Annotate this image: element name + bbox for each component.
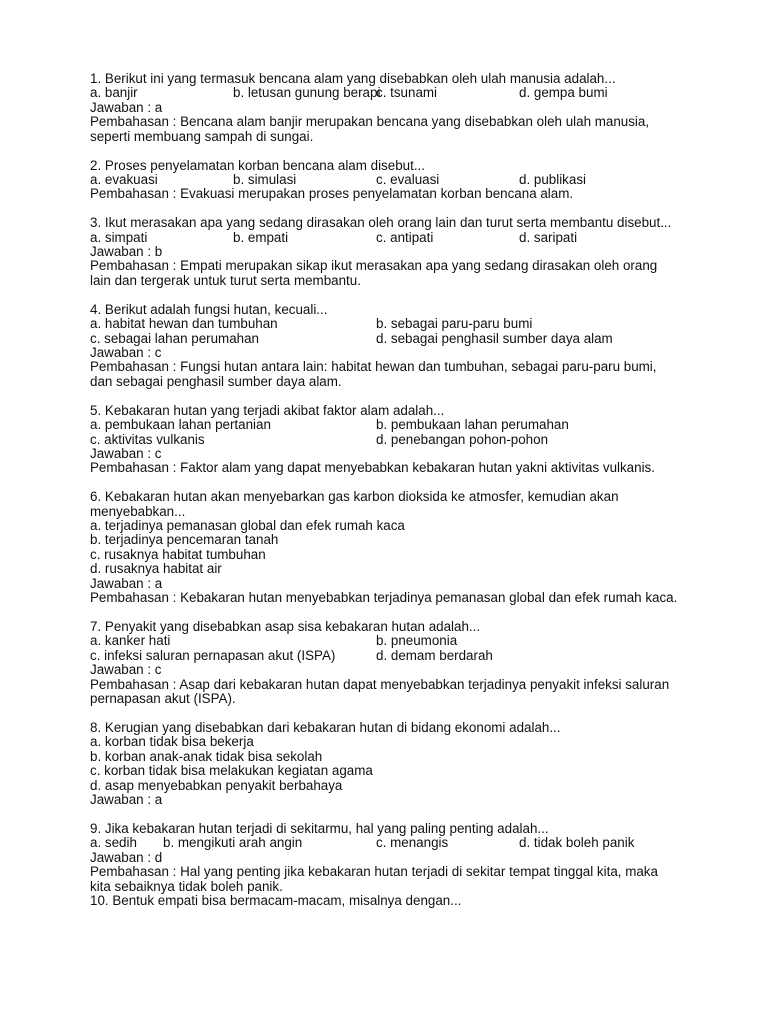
option-c: c. korban tidak bisa melakukan kegiatan agama xyxy=(90,763,373,779)
answer: Jawaban : c xyxy=(90,445,162,461)
options-row xyxy=(90,836,680,850)
option-c: c. infeksi saluran pernapasan akut (ISPA) xyxy=(90,647,336,663)
option-a: a. terjadinya pemanasan global dan efek rumah kaca xyxy=(90,518,405,534)
question-text: 4. Berikut adalah fungsi hutan, kecuali... xyxy=(90,301,328,317)
option-c: c. aktivitas vulkanis xyxy=(90,431,205,447)
option-a: a. sedih xyxy=(90,835,137,851)
answer: Jawaban : d xyxy=(90,849,163,865)
options-row xyxy=(90,173,680,187)
question-text: 7. Penyakit yang disebabkan asap sisa kebakaran hutan adalah... xyxy=(90,619,481,634)
options-row xyxy=(90,418,680,432)
question-10 xyxy=(90,894,680,908)
option-c: c. sebagai lahan perumahan xyxy=(90,330,259,346)
options-row xyxy=(90,634,680,648)
question-text: 10. Bentuk empati bisa bermacam-macam, misalnya dengan... xyxy=(90,892,462,908)
question-text: 5. Kebakaran hutan yang terjadi akibat faktor alam adalah... xyxy=(90,402,445,418)
option-b: b. sebagai paru-paru bumi xyxy=(376,316,533,332)
question-5 xyxy=(90,404,680,476)
question-text: 3. Ikut merasakan apa yang sedang dirasakan oleh orang lain dan turut serta membantu disebut... xyxy=(90,215,672,231)
explanation: Pembahasan : Empati merupakan sikap ikut merasakan apa yang sedang dirasakan oleh orang lain dan tergerak untuk turut serta membantu. xyxy=(90,258,658,288)
explanation: Pembahasan : Hal yang penting jika kebakaran hutan terjadi di sekitar tempat tinggal kita, maka kita sebaiknya tidak boleh panik. xyxy=(90,864,658,894)
option-c: c. antipati xyxy=(376,229,434,245)
option-c: c. tsunami xyxy=(376,85,438,101)
explanation: Pembahasan : Bencana alam banjir merupakan bencana yang disebabkan oleh ulah manusia, seperti membuang sampah di sungai. xyxy=(90,114,650,144)
quiz-content xyxy=(90,72,680,923)
question-8 xyxy=(90,721,680,807)
option-b: b. mengikuti arah angin xyxy=(163,835,303,851)
option-b: b. pembukaan lahan perumahan xyxy=(376,417,569,433)
options-row xyxy=(90,433,680,447)
question-text: 1. Berikut ini yang termasuk bencana alam yang disebabkan oleh ulah manusia adalah... xyxy=(90,71,616,86)
question-text: 6. Kebakaran hutan akan menyebarkan gas karbon dioksida ke atmosfer, kemudian akan menyebabkan... xyxy=(90,489,619,519)
question-1 xyxy=(90,72,680,144)
question-text: 2. Proses penyelamatan korban bencana alam disebut... xyxy=(90,157,425,173)
question-2 xyxy=(90,159,680,202)
option-a: a. kanker hati xyxy=(90,633,171,649)
answer: Jawaban : c xyxy=(90,662,162,678)
explanation: Pembahasan : Faktor alam yang dapat menyebabkan kebakaran hutan yakni aktivitas vulkanis. xyxy=(90,460,655,476)
question-3 xyxy=(90,216,680,288)
option-b: b. empati xyxy=(233,229,289,245)
answer: Jawaban : a xyxy=(90,791,163,807)
option-a: a. banjir xyxy=(90,85,138,101)
option-b: b. korban anak-anak tidak bisa sekolah xyxy=(90,748,323,764)
option-a: a. pembukaan lahan pertanian xyxy=(90,417,271,433)
explanation: Pembahasan : Fungsi hutan antara lain: habitat hewan dan tumbuhan, sebagai paru-paru bumi, dan sebagai penghasil sumber daya alam. xyxy=(90,359,657,389)
option-a: a. habitat hewan dan tumbuhan xyxy=(90,316,278,332)
option-c: c. menangis xyxy=(376,835,449,851)
explanation: Pembahasan : Asap dari kebakaran hutan dapat menyebabkan terjadinya penyakit infeksi saluran pernapasan akut (ISPA). xyxy=(90,676,670,707)
option-d: d. penebangan pohon-pohon xyxy=(376,431,549,447)
option-c: c. rusaknya habitat tumbuhan xyxy=(90,546,266,562)
options-row xyxy=(90,317,680,331)
option-d: d. publikasi xyxy=(519,171,586,187)
options-row xyxy=(90,231,680,245)
options-row xyxy=(90,649,680,663)
options-row xyxy=(90,332,680,346)
option-b: b. simulasi xyxy=(233,171,297,187)
option-b: b. letusan gunung berapi xyxy=(233,85,381,101)
question-7 xyxy=(90,620,680,706)
explanation: Pembahasan : Kebakaran hutan menyebabkan terjadinya pemanasan global dan efek rumah kaca. xyxy=(90,590,678,606)
option-d: d. tidak boleh panik xyxy=(519,835,635,851)
option-d: d. saripati xyxy=(519,229,578,245)
question-4 xyxy=(90,303,680,389)
option-d: d. asap menyebabkan penyakit berbahaya xyxy=(90,777,343,793)
options-row xyxy=(90,86,680,100)
option-b: b. terjadinya pencemaran tanah xyxy=(90,532,279,548)
answer: Jawaban : b xyxy=(90,244,163,260)
answer: Jawaban : a xyxy=(90,575,163,591)
option-a: a. simpati xyxy=(90,229,148,245)
question-text: 9. Jika kebakaran hutan terjadi di sekitarmu, hal yang paling penting adalah... xyxy=(90,820,549,836)
option-d: d. gempa bumi xyxy=(519,85,608,101)
option-d: d. demam berdarah xyxy=(376,647,493,663)
option-a: a. korban tidak bisa bekerja xyxy=(90,734,254,750)
option-b: b. pneumonia xyxy=(376,633,458,649)
option-a: a. evakuasi xyxy=(90,171,158,187)
option-c: c. evaluasi xyxy=(376,171,440,187)
option-d: d. rusaknya habitat air xyxy=(90,561,222,577)
answer: Jawaban : a xyxy=(90,99,163,115)
question-9 xyxy=(90,822,680,894)
option-d: d. sebagai penghasil sumber daya alam xyxy=(376,330,613,346)
question-6 xyxy=(90,490,680,605)
answer: Jawaban : c xyxy=(90,345,162,360)
explanation: Pembahasan : Evakuasi merupakan proses penyelamatan korban bencana alam. xyxy=(90,186,574,202)
question-text: 8. Kerugian yang disebabkan dari kebakaran hutan di bidang ekonomi adalah... xyxy=(90,719,561,735)
